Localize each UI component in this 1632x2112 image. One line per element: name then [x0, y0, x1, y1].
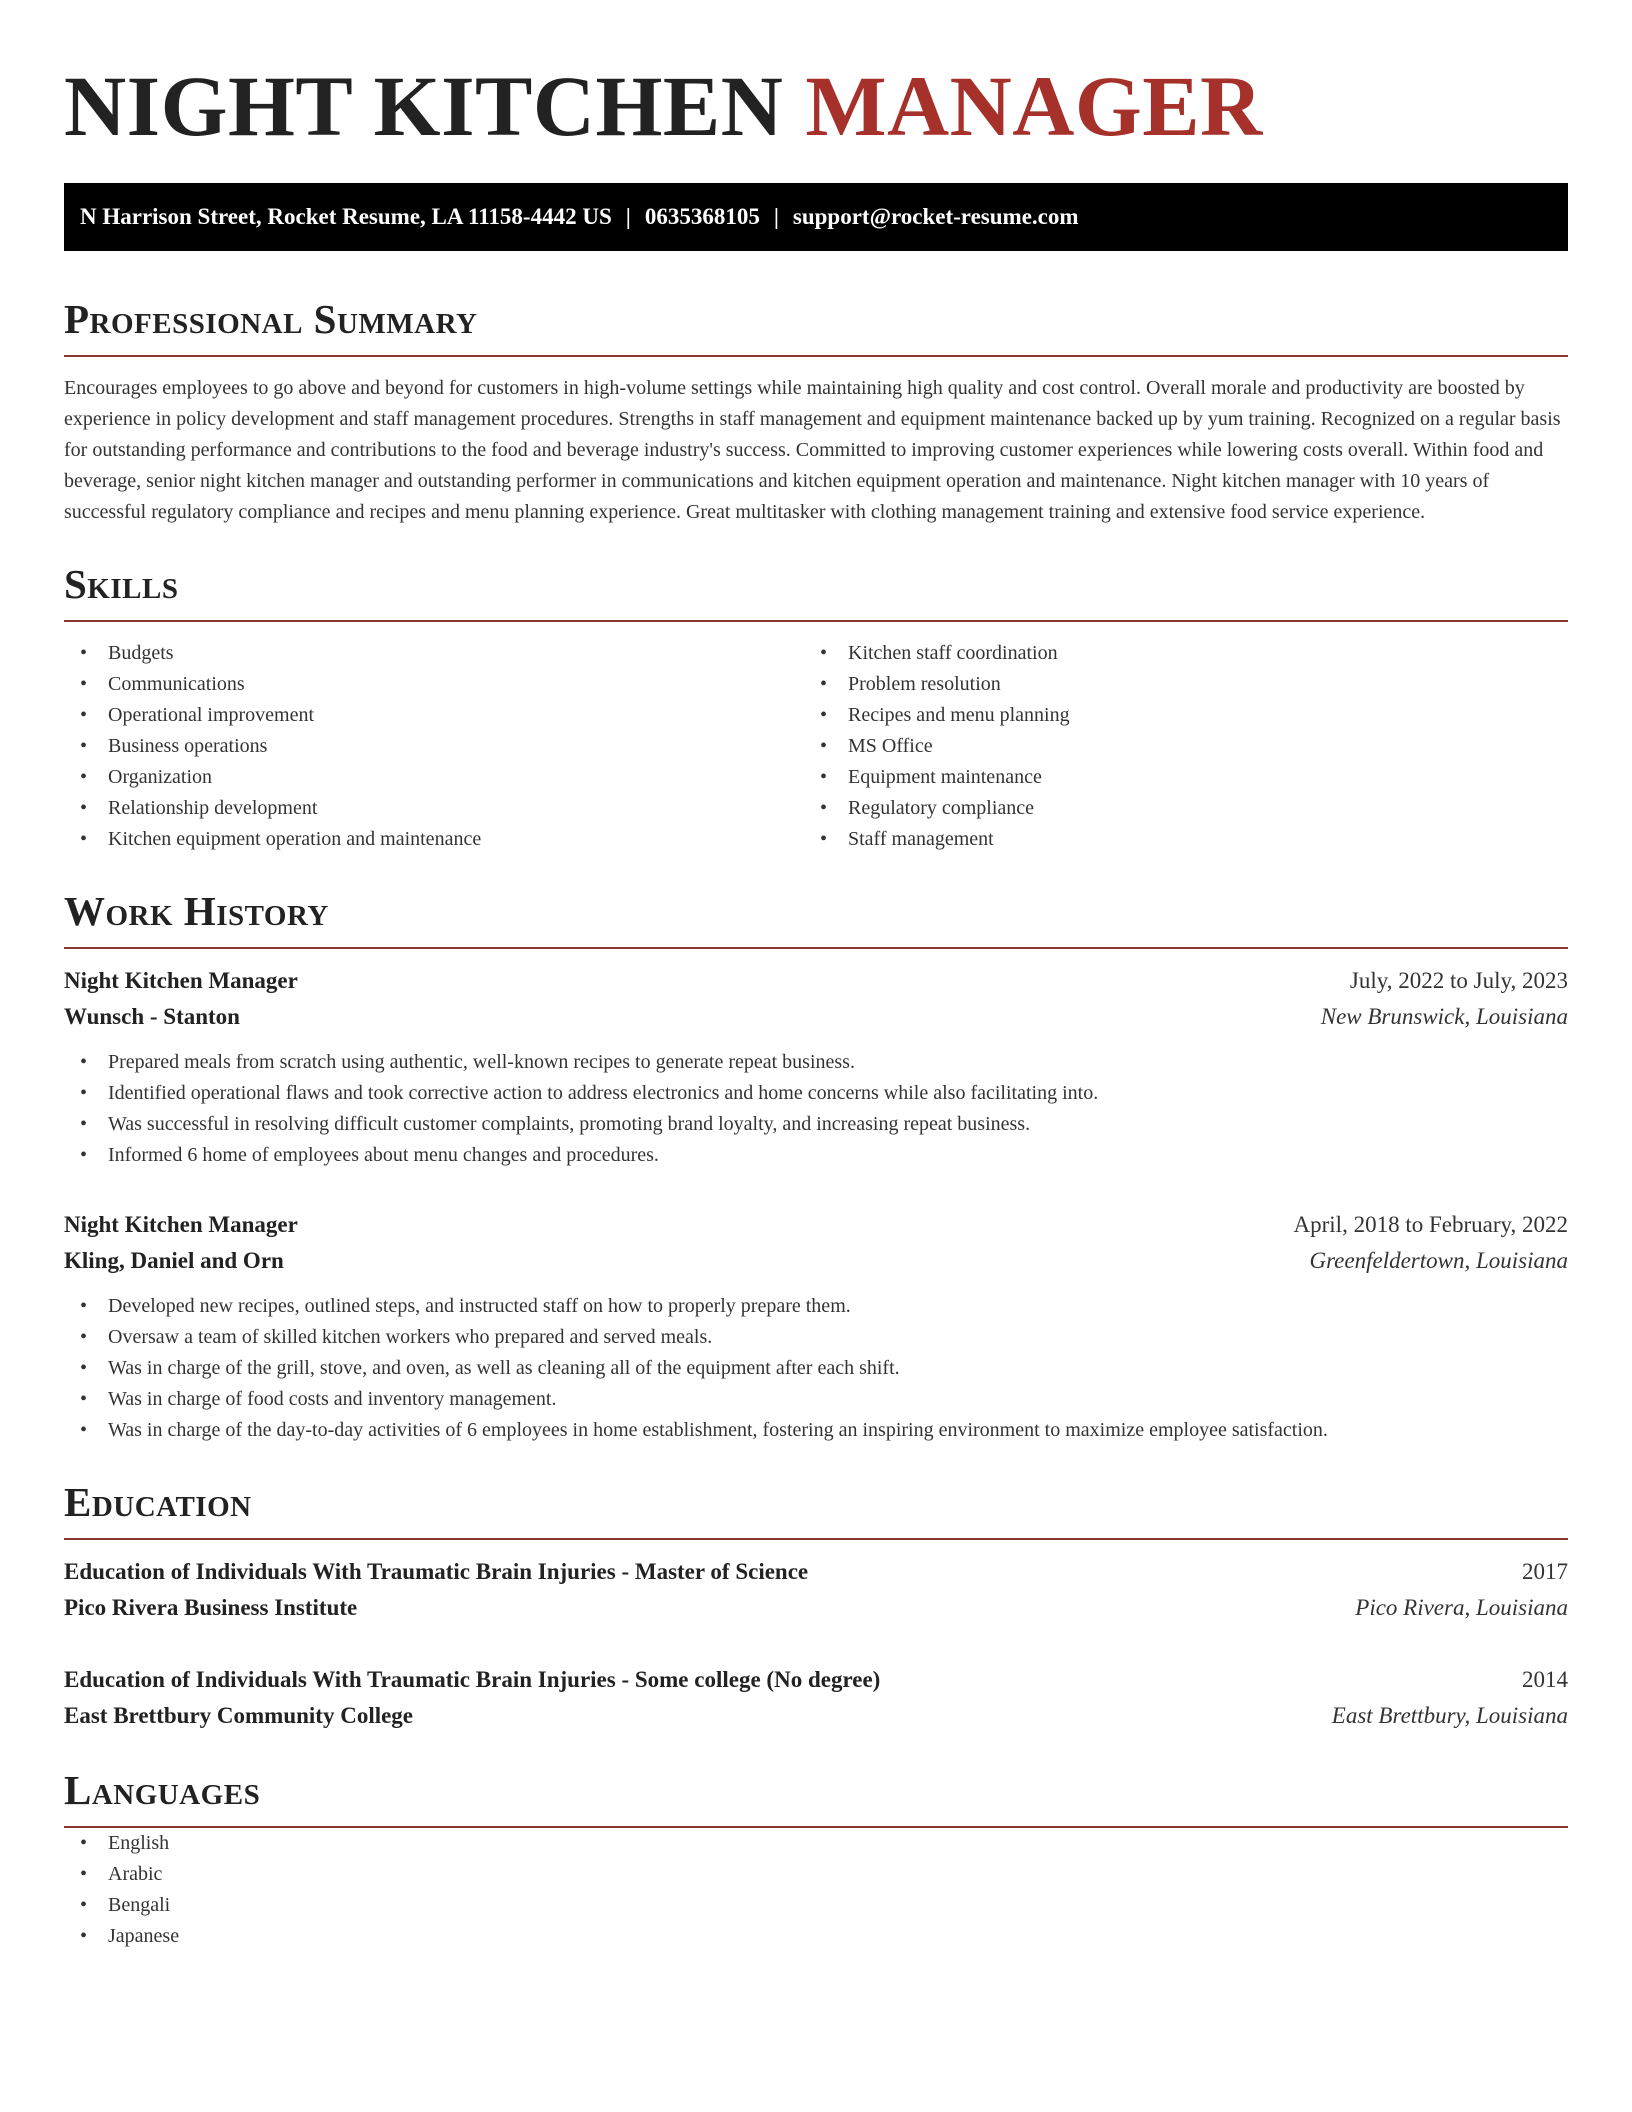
job-company: Wunsch - Stanton [64, 1004, 240, 1029]
language-item: • Bengali [64, 1890, 1568, 1921]
job-duty: • Was successful in resolving difficult customer complaints, promoting brand loyalty, and increasing repeat business. [64, 1109, 1568, 1140]
skill-item: • Regulatory compliance [804, 793, 1544, 824]
section-work-history [64, 887, 1568, 1446]
skill-item: • Kitchen equipment operation and maintenance [64, 824, 804, 855]
section-skills [64, 560, 1568, 855]
skill-item: • Kitchen staff coordination [804, 638, 1544, 669]
skill-item: • Staff management [804, 824, 1544, 855]
title-part-accent: MANAGER [805, 58, 1263, 154]
job-duty: • Was in charge of the day-to-day activities of 6 employees in home establishment, fostering an inspiring environment to maximize employee satisfaction. [64, 1415, 1568, 1446]
job-duty: • Identified operational flaws and took corrective action to address electronics and home concerns while also facilitating into. [64, 1078, 1568, 1109]
contact-address: N Harrison Street, Rocket Resume, LA 11158-4442 US [80, 204, 612, 229]
skill-item: • Problem resolution [804, 669, 1544, 700]
skill-item: • Relationship development [64, 793, 804, 824]
job-duties [64, 1047, 1568, 1171]
job-entry [64, 1207, 1568, 1446]
education-degree: Education of Individuals With Traumatic Brain Injuries - Some college (No degree) [64, 1667, 881, 1692]
job-location: Greenfeldertown, Louisiana [1309, 1248, 1568, 1273]
education-year: 2017 [1522, 1559, 1568, 1584]
education-school: Pico Rivera Business Institute [64, 1595, 358, 1620]
skill-item: • Operational improvement [64, 700, 804, 731]
job-duty: • Oversaw a team of skilled kitchen workers who prepared and served meals. [64, 1322, 1568, 1353]
section-divider [64, 947, 1568, 949]
skill-item: • Recipes and menu planning [804, 700, 1544, 731]
skill-item: • Budgets [64, 638, 804, 669]
contact-bar [64, 183, 1568, 251]
skill-item: • Organization [64, 762, 804, 793]
section-languages [64, 1766, 1568, 1952]
skill-item: • Equipment maintenance [804, 762, 1544, 793]
contact-email: support@rocket-resume.com [792, 204, 1079, 229]
section-title: Work History [64, 888, 329, 934]
job-location: New Brunswick, Louisiana [1320, 1004, 1568, 1029]
job-duty: • Prepared meals from scratch using authentic, well-known recipes to generate repeat business. [64, 1047, 1568, 1078]
section-divider [64, 355, 1568, 357]
contact-phone: 0635368105 [644, 204, 760, 229]
language-list [64, 1828, 1568, 1952]
education-location: East Brettbury, Louisiana [1331, 1703, 1568, 1728]
education-degree: Education of Individuals With Traumatic Brain Injuries - Master of Science [64, 1559, 809, 1584]
education-year: 2014 [1522, 1667, 1568, 1692]
section-divider [64, 1538, 1568, 1540]
job-company: Kling, Daniel and Orn [64, 1248, 284, 1273]
language-item: • Arabic [64, 1859, 1568, 1890]
section-education [64, 1478, 1568, 1734]
summary-text: Encourages employees to go above and beyond for customers in high-volume settings while maintaining high quality and cost control. Overall morale and productivity are boosted by experience in policy development and staff management procedures. Strengths in staff management and equipment maintenance backed up by yum training. Recognized on a regular basis for outstanding performance and contributions to the food and beverage industry's success. Committed to improving customer experiences while lowering costs overall. Within food and beverage, senior night kitchen manager and outstanding performer in communications and kitchen equipment operation and maintenance. Night kitchen manager with 10 years of successful regulatory compliance and recipes and menu planning experience. Great multitasker with clothing management training and extensive food service experience. [64, 377, 1561, 523]
language-item: • English [64, 1828, 1568, 1859]
section-title: Professional Summary [64, 296, 478, 342]
skills-grid [64, 638, 1568, 855]
job-role: Night Kitchen Manager [64, 968, 298, 993]
education-school: East Brettbury Community College [64, 1703, 414, 1728]
skill-item: • Communications [64, 669, 804, 700]
job-duty: • Developed new recipes, outlined steps, and instructed staff on how to properly prepare them. [64, 1291, 1568, 1322]
job-duties [64, 1291, 1568, 1446]
section-title: Skills [64, 561, 179, 607]
section-summary [64, 295, 1568, 528]
candidate-title [64, 56, 1568, 156]
job-role: Night Kitchen Manager [64, 1212, 298, 1237]
job-dates: July, 2022 to July, 2023 [1349, 968, 1568, 993]
skill-item: • MS Office [804, 731, 1544, 762]
section-divider [64, 620, 1568, 622]
job-duty: • Was in charge of food costs and inventory management. [64, 1384, 1568, 1415]
job-dates: April, 2018 to February, 2022 [1293, 1212, 1568, 1237]
section-title: Languages [64, 1767, 261, 1813]
job-duty: • Was in charge of the grill, stove, and oven, as well as cleaning all of the equipment after each shift. [64, 1353, 1568, 1384]
education-entry [64, 1554, 1568, 1626]
skills-column-left [64, 638, 804, 855]
section-title: Education [64, 1479, 252, 1525]
job-duty: • Informed 6 home of employees about menu changes and procedures. [64, 1140, 1568, 1171]
language-item: • Japanese [64, 1921, 1568, 1952]
title-part-main: NIGHT KITCHEN [64, 58, 784, 154]
education-entry [64, 1662, 1568, 1734]
education-location: Pico Rivera, Louisiana [1355, 1595, 1568, 1620]
contact-separator: | [773, 204, 779, 229]
skill-item: • Business operations [64, 731, 804, 762]
skills-column-right [804, 638, 1544, 855]
contact-separator: | [625, 204, 631, 229]
job-entry [64, 963, 1568, 1171]
